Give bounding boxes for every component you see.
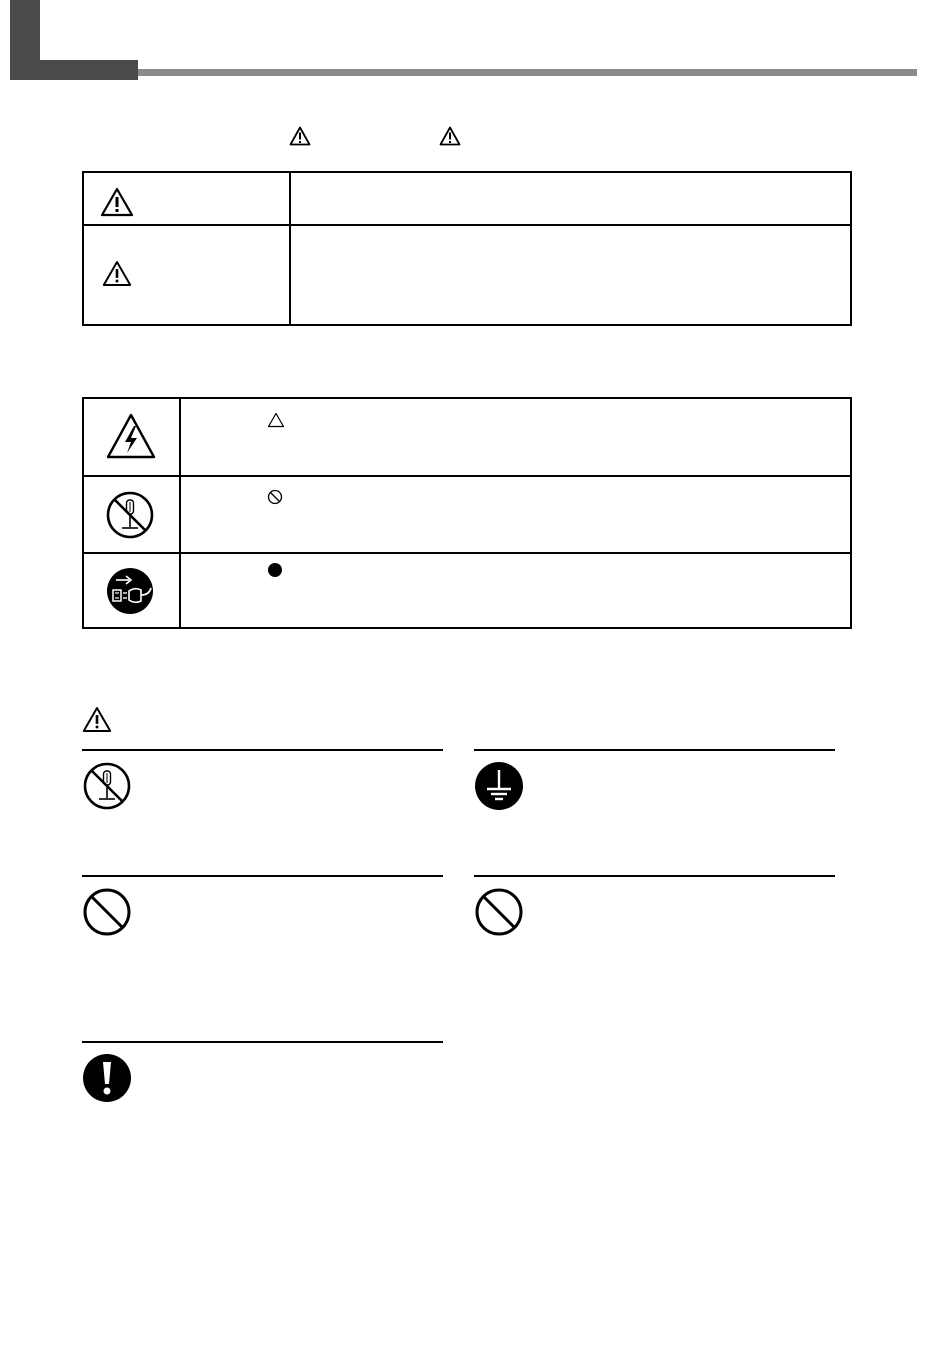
open-triangle-symbol (267, 412, 285, 428)
section-rule (82, 1041, 443, 1043)
section-rule (474, 875, 835, 877)
warning-triangle-icon (82, 706, 112, 733)
warning-triangle-icon (102, 260, 132, 287)
prohibition-icon (474, 887, 524, 937)
severity-table (82, 171, 852, 326)
warning-triangle-icon (100, 187, 134, 217)
table-divider (84, 552, 850, 554)
prohibition-circle-symbol (267, 489, 283, 505)
section-rule (82, 875, 443, 877)
unplug-power-cord-icon (105, 566, 155, 616)
filled-circle-symbol (267, 562, 283, 578)
table-divider (84, 224, 850, 226)
no-disassembly-icon (105, 490, 155, 540)
header-rule (138, 69, 917, 76)
section-rule (474, 749, 835, 751)
table-divider (84, 475, 850, 477)
warning-triangle-icon (439, 126, 461, 146)
no-disassembly-icon (82, 761, 132, 811)
warning-triangle-icon (289, 126, 311, 146)
prohibition-icon (82, 887, 132, 937)
section-rule (82, 749, 443, 751)
ground-connection-icon (474, 761, 524, 811)
table-divider (179, 399, 181, 627)
electric-shock-warning-icon (105, 412, 157, 460)
header-tab (10, 60, 138, 80)
symbol-table (82, 397, 852, 629)
mandatory-action-icon (82, 1053, 132, 1103)
table-divider (289, 173, 291, 324)
